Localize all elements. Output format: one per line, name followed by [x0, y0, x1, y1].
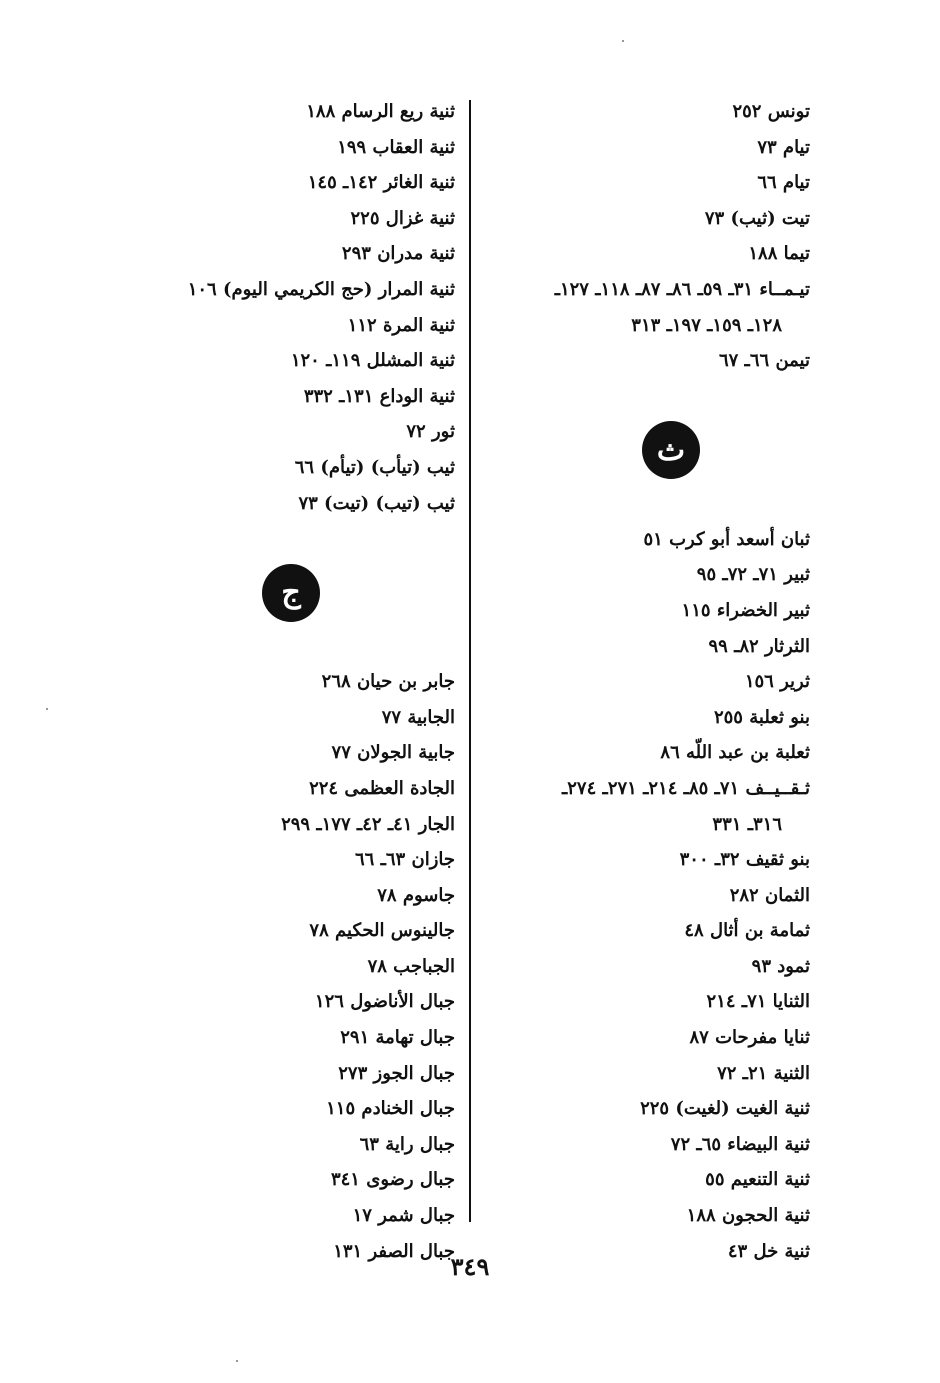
scan-speck: [46, 708, 48, 710]
index-entry: جبال الجوز ٢٧٣: [338, 1062, 455, 1084]
index-column-right: [465, 94, 810, 1269]
index-entry: ثنية العقاب ١٩٩: [337, 136, 455, 158]
entries-jim: [135, 664, 455, 1269]
index-entry: ثبان أسعد أبو كرب ٥١: [643, 528, 810, 550]
index-entry: ثبير ٧١ـ ٧٢ـ ٩٥: [696, 564, 810, 586]
index-entry: ثور ٧٢: [406, 421, 455, 443]
index-entry: ثمامة بن أثال ٤٨: [684, 920, 810, 942]
index-entry: ثنية الغيت (لغيت) ٢٢٥: [640, 1098, 810, 1120]
index-entry: ثبير الخضراء ١١٥: [681, 599, 810, 621]
letter-badge-tha: ث: [642, 421, 700, 479]
index-entry: الجباجب ٧٨: [367, 955, 455, 977]
index-entry: جبال الخنادم ١١٥: [326, 1098, 455, 1120]
index-entry: ثنية الحجون ١٨٨: [686, 1205, 810, 1227]
index-entry: جبال شمر ١٧: [352, 1205, 455, 1227]
index-entry: ثنية الوداع ١٣١ـ ٣٣٢: [303, 385, 455, 407]
entries-taa: [465, 94, 810, 379]
index-entry: الثنية ٢١ـ ٧٢: [717, 1062, 810, 1084]
index-entry: تيام ٦٦: [757, 172, 810, 194]
index-entry: جابية الجولان ٧٧: [331, 742, 455, 764]
index-entry: تونس ٢٥٢: [732, 101, 810, 122]
entries-tha: [465, 522, 810, 1269]
index-entry: جبال تهامة ٢٩١: [340, 1027, 455, 1049]
index-entry: ثنايا مفرحات ٨٧: [689, 1027, 810, 1049]
index-entry: جابر بن حيان ٢٦٨: [321, 671, 455, 693]
index-entry: تيت (ثيب) ٧٣: [704, 207, 810, 229]
index-entry: ثنية مدران ٢٩٣: [341, 243, 455, 265]
index-entry: ثنية المرار (حج الكريمي اليوم) ١٠٦: [187, 278, 455, 300]
index-entry: ثنية خل ٤٣: [727, 1240, 810, 1262]
index-entry: ثعلبة بن عبد اللّه ٨٦: [660, 742, 810, 764]
index-column-left: [135, 94, 455, 1269]
index-entry: جازان ٦٣ـ ٦٦: [354, 849, 455, 871]
index-entry: ثرير ١٥٦: [744, 671, 810, 693]
index-entry: تيمن ٦٦ـ ٦٧: [718, 350, 810, 372]
index-entry: تيـمــاء ٣١ـ ٥٩ـ ٨٦ـ ٨٧ـ ١١٨ـ ١٢٧ـ: [554, 278, 810, 300]
letter-section-header: [465, 379, 810, 522]
index-entry: الثنايا ٧١ـ ٢١٤: [706, 991, 810, 1013]
index-entry: ثنية ريع الرسام ١٨٨: [306, 101, 455, 122]
index-entry: جبال رضوى ٣٤١: [330, 1169, 455, 1191]
index-entry: الجابية ٧٧: [381, 706, 455, 728]
index-entry: الثرثار ٨٢ـ ٩٩: [708, 635, 810, 657]
index-entry-continuation: ١٢٨ـ ١٥٩ـ ١٩٧ـ ٣١٣: [631, 314, 782, 336]
index-entry: جبال الصفر ١٣١: [333, 1240, 455, 1262]
index-entry: جبال راية ٦٣: [359, 1133, 455, 1155]
index-entry: بنو ثعلبة ٢٥٥: [713, 706, 810, 728]
index-entry: جالينوس الحكيم ٧٨: [309, 920, 455, 942]
index-entry: ثنية المشلل ١١٩ـ ١٢٠: [290, 350, 455, 372]
index-entry: ثيب (تيب) (تيت) ٧٣: [298, 492, 455, 514]
index-entry: ثنية الغائر ١٤٢ـ ١٤٥: [307, 172, 455, 194]
index-entry: ثنية البيضاء ٦٥ـ ٧٢: [670, 1133, 810, 1155]
index-entry: بنو ثقيف ٣٢ـ ٣٠٠: [679, 849, 810, 871]
index-entry: الجار ٤١ـ ٤٢ـ ١٧٧ـ ٢٩٩: [281, 813, 455, 835]
index-entry: ثـقــيــف ٧١ـ ٨٥ـ ٢١٤ـ ٢٧١ـ ٢٧٤ـ: [561, 777, 810, 799]
index-entry: ثمود ٩٣: [751, 955, 810, 977]
index-entry: الثمان ٢٨٢: [729, 884, 810, 906]
index-entry: ثنية التنعيم ٥٥: [705, 1169, 810, 1191]
scan-speck: [622, 40, 624, 42]
index-entry: جاسوم ٧٨: [377, 884, 455, 906]
index-entry-continuation: ٣١٦ـ ٣٣١: [712, 813, 782, 835]
index-entry: ثنية غزال ٢٢٥: [350, 207, 455, 229]
index-entry: تيما ١٨٨: [748, 243, 810, 265]
letter-section-header: [135, 521, 455, 664]
index-entry: ثيب (تيأب) (تيأم) ٦٦: [294, 456, 455, 478]
index-entry: ثنية المرة ١١٢: [347, 314, 455, 336]
entries-tha-continued: [135, 94, 455, 521]
index-entry: تيام ٧٣: [757, 136, 810, 158]
page-number: ٣٤٩: [450, 1252, 490, 1281]
index-entry: الجادة العظمى ٢٢٤: [309, 777, 455, 799]
scan-speck: [236, 1360, 238, 1362]
letter-badge-jim: ج: [262, 564, 320, 622]
index-entry: جبال الأناضول ١٢٦: [314, 991, 455, 1013]
